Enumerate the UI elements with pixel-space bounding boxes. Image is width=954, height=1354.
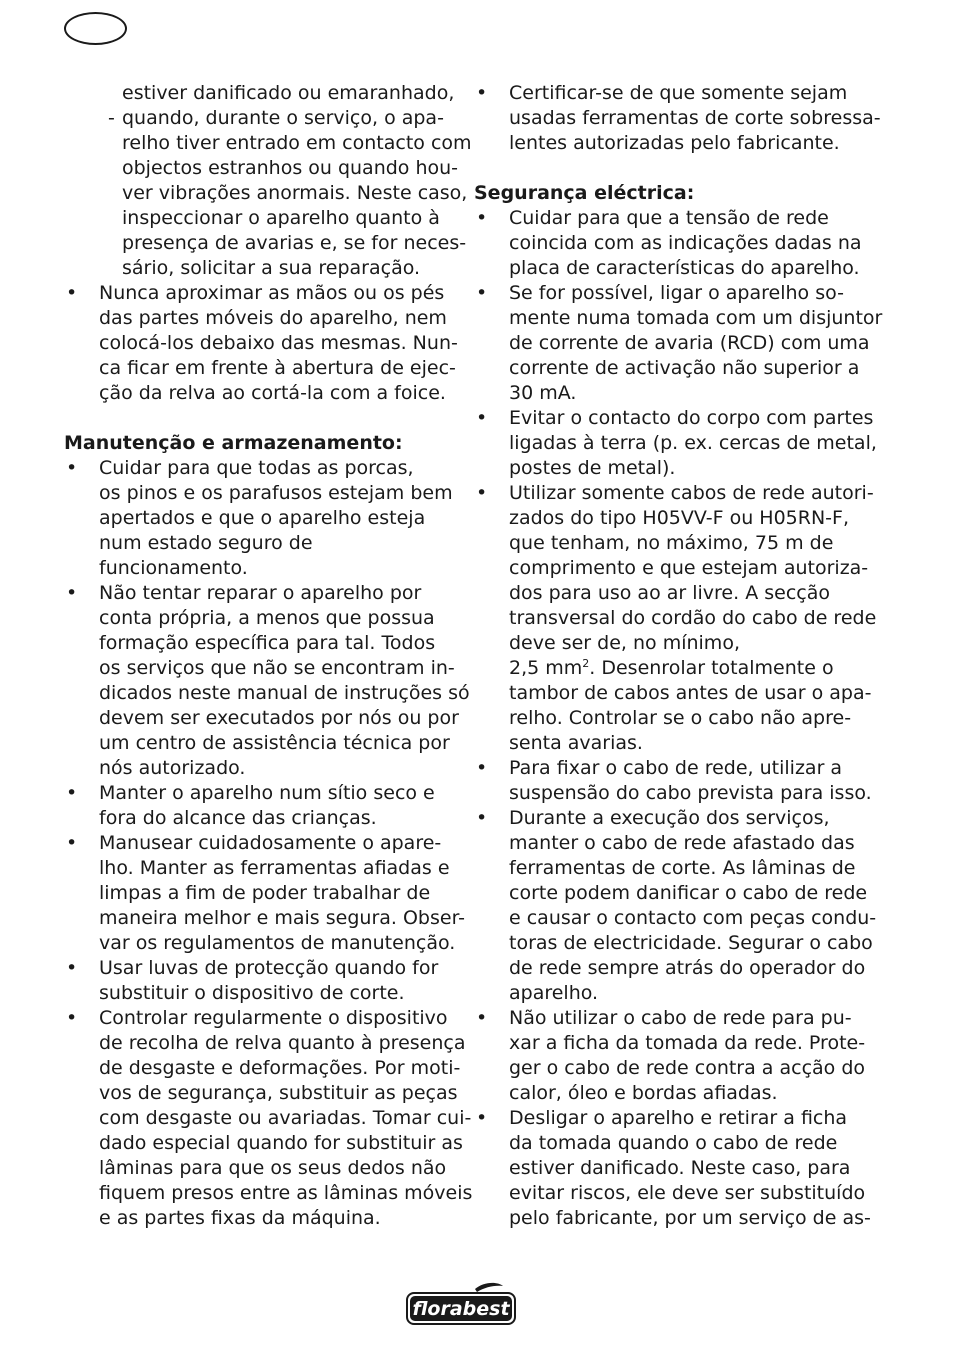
line-text: limpas a fim de poder trabalhar de: [99, 882, 431, 904]
left-column: [64, 81, 473, 1231]
line-text: Evitar o contacto do corpo com partes: [509, 407, 874, 429]
line-text: os pinos e os parafusos estejam bem: [99, 482, 453, 504]
line-text: um centro de assistência técnica por: [99, 732, 450, 754]
text-line: [474, 956, 866, 981]
text-line: [64, 856, 456, 881]
line-text: e as partes fixas da máquina.: [99, 1207, 381, 1229]
paragraph-gap: [64, 406, 456, 431]
line-text: usadas ferramentas de corte sobressa-: [509, 107, 881, 129]
line-text: Se for possível, ligar o aparelho so-: [509, 282, 844, 304]
text-line: [64, 1031, 466, 1056]
line-text: corte podem danificar o cabo de rede: [509, 882, 868, 904]
line-text: devem ser executados por nós ou por: [99, 707, 459, 729]
text-line: [474, 656, 866, 681]
line-text: que tenham, no máximo, 75 m de: [509, 532, 834, 554]
text-line: [474, 681, 872, 706]
line-text: fora do alcance das crianças.: [99, 807, 377, 829]
bullet-item-start: [474, 406, 874, 431]
bullet-item-start: [474, 756, 866, 781]
line-text: comprimento e que estejam autoriza-: [509, 557, 869, 579]
line-text: lâminas para que os seus dedos não: [99, 1157, 447, 1179]
bullet-item-start: [64, 831, 456, 856]
bullet-item-start: [64, 456, 456, 481]
line-text: de rede sempre atrás do operador do: [509, 957, 866, 979]
text-line: [64, 656, 456, 681]
text-line: [474, 331, 870, 356]
text-line: [474, 556, 869, 581]
line-text: xar a ficha da tomada da rede. Prote-: [509, 1032, 866, 1054]
line-text: dado especial quando for substituir as: [99, 1132, 463, 1154]
line-text-cont: . Desenrolar totalmente o: [589, 657, 834, 679]
line-text: suspensão do cabo prevista para isso.: [509, 782, 872, 804]
text-line: [64, 606, 456, 631]
text-line: [64, 881, 456, 906]
line-text: da tomada quando o cabo de rede: [509, 1132, 838, 1154]
line-text: tambor de cabos antes de usar o apa-: [509, 682, 872, 704]
text-line: [474, 1031, 866, 1056]
text-line: [474, 606, 877, 631]
line-text: sário, solicitar a sua reparação.: [122, 257, 421, 279]
line-text: de corrente de avaria (RCD) com uma: [509, 332, 870, 354]
text-line: [64, 981, 456, 1006]
text-line: [64, 631, 456, 656]
bullet-item-start: [64, 781, 456, 806]
line-text: das partes móveis do aparelho, nem: [99, 307, 447, 329]
text-line: [64, 1106, 472, 1131]
line-text: Cuidar para que a tensão de rede: [509, 207, 829, 229]
text-line: [64, 231, 467, 256]
line-text: manter o cabo de rede afastado das: [509, 832, 855, 854]
text-line: [64, 1131, 463, 1156]
text-line: [64, 506, 456, 531]
text-line: [474, 906, 877, 931]
line-text: Nunca aproximar as mãos ou os pés: [99, 282, 445, 304]
line-text: calor, óleo e bordas afiadas.: [509, 1082, 778, 1104]
line-text: relho tiver entrado em contacto com: [122, 132, 472, 154]
text-line: [474, 456, 866, 481]
text-line: [64, 681, 470, 706]
text-line: [474, 131, 866, 156]
line-text: Desligar o aparelho e retirar a ficha: [509, 1107, 848, 1129]
line-text: Utilizar somente cabos de rede autori-: [509, 482, 874, 504]
line-text: relho. Controlar se o cabo não apre-: [509, 707, 852, 729]
line-text: pelo fabricante, por um serviço de as-: [509, 1207, 871, 1229]
text-line: [64, 131, 472, 156]
bullet-item-start: [64, 956, 456, 981]
text-line: [474, 1081, 866, 1106]
bullet-item-start: [64, 581, 456, 606]
line-text: evitar riscos, ele deve ser substituído: [509, 1182, 866, 1204]
text-line: [64, 356, 456, 381]
line-text: corrente de activação não superior a: [509, 357, 860, 379]
line-text: fiquem presos entre as lâminas móveis: [99, 1182, 473, 1204]
text-line: [474, 1131, 866, 1156]
line-text: e causar o contacto com peças condu-: [509, 907, 877, 929]
line-text: zados do tipo H05VV-F ou H05RN-F,: [509, 507, 849, 529]
line-text: ligadas à terra (p. ex. cercas de metal,: [509, 432, 877, 454]
text-line: [474, 731, 866, 756]
text-line: [474, 231, 866, 256]
line-text: Usar luvas de protecção quando for: [99, 957, 439, 979]
text-line: [64, 381, 456, 406]
bullet-item-start: [474, 806, 866, 831]
text-line: [64, 181, 468, 206]
line-text: aparelho.: [509, 982, 599, 1004]
text-line: [474, 256, 866, 281]
line-text: com desgaste ou avariadas. Tomar cui-: [99, 1107, 472, 1129]
line-text: formação específica para tal. Todos: [99, 632, 436, 654]
text-line: [64, 156, 459, 181]
line-text: coincida com as indicações dadas na: [509, 232, 862, 254]
line-text: dicados neste manual de instruções só: [99, 682, 470, 704]
section-heading: [64, 431, 456, 456]
text-line: [474, 881, 866, 906]
line-text: de desgaste e deformações. Por moti-: [99, 1057, 461, 1079]
line-text: Durante a execução dos serviços,: [509, 807, 830, 829]
line-text: dos para uso ao ar livre. A secção: [509, 582, 830, 604]
text-line: [474, 506, 866, 531]
line-text: apertados e que o aparelho esteja: [99, 507, 426, 529]
text-line: [64, 556, 456, 581]
line-text: placa de características do aparelho.: [509, 257, 860, 279]
bullet-item-start: [474, 81, 866, 106]
line-text: lho. Manter as ferramentas afiadas e: [99, 857, 450, 879]
line-text: ferramentas de corte. As lâminas de: [509, 857, 856, 879]
line-text: ger o cabo de rede contra a acção do: [509, 1057, 866, 1079]
text-line: [474, 431, 877, 456]
line-text: estiver danificado ou emaranhado,: [122, 82, 455, 104]
logo-text: florabest: [412, 1298, 510, 1320]
text-line: [474, 1181, 866, 1206]
text-line: [64, 206, 456, 231]
bullet-item-start: [474, 1006, 866, 1031]
text-line: [64, 531, 456, 556]
language-badge: [64, 12, 127, 45]
line-text: objectos estranhos ou quando hou-: [122, 157, 459, 179]
text-line: [474, 356, 866, 381]
text-line: [64, 1206, 456, 1231]
line-text: Cuidar para que todas as porcas,: [99, 457, 414, 479]
line-text: var os regulamentos de manutenção.: [99, 932, 456, 954]
text-line: [474, 1156, 866, 1181]
paragraph-gap: [474, 156, 866, 181]
text-line: [474, 931, 873, 956]
text-line: [64, 931, 456, 956]
text-line: [64, 906, 466, 931]
line-text: inspeccionar o aparelho quanto à: [122, 207, 440, 229]
text-line: [64, 256, 456, 281]
line-text: os serviços que não se encontram in-: [99, 657, 455, 679]
text-line: [64, 706, 459, 731]
text-line: [474, 831, 866, 856]
right-column: [474, 81, 883, 1231]
line-text: 30 mA.: [509, 382, 577, 404]
text-line: [64, 331, 456, 356]
line-text: funcionamento.: [99, 557, 248, 579]
text-line: [474, 706, 866, 731]
text-line: [474, 1056, 866, 1081]
text-line: [474, 631, 866, 656]
line-text: Manter o aparelho num sítio seco e: [99, 782, 435, 804]
line-text: lentes autorizadas pelo fabricante.: [509, 132, 840, 154]
line-text: Manutenção e armazenamento:: [64, 432, 403, 454]
text-line: [474, 306, 883, 331]
text-line: [64, 1081, 456, 1106]
line-text: ca ficar em frente à abertura de ejec-: [99, 357, 456, 379]
line-text: maneira melhor e mais segura. Obser-: [99, 907, 466, 929]
line-text: colocá-los debaixo das mesmas. Nun-: [99, 332, 458, 354]
text-line: [474, 106, 881, 131]
text-line: [474, 781, 872, 806]
line-text: deve ser de, no mínimo,: [509, 632, 740, 654]
line-text: 2,5 mm: [509, 657, 583, 679]
florabest-logo: [405, 1282, 517, 1326]
line-text: mente numa tomada com um disjuntor: [509, 307, 883, 329]
bullet-item-start: [474, 206, 866, 231]
text-line: [64, 81, 456, 106]
bullet-item-start: [64, 281, 456, 306]
text-line: [64, 731, 456, 756]
line-text: Manusear cuidadosamente o apare-: [99, 832, 442, 854]
text-line: [474, 856, 866, 881]
line-text: Segurança eléctrica:: [474, 182, 695, 204]
line-text: Não tentar reparar o aparelho por: [99, 582, 422, 604]
text-line: [474, 581, 866, 606]
line-text: nós autorizado.: [99, 757, 246, 779]
text-line: [64, 756, 456, 781]
line-text: Certificar-se de que somente sejam: [509, 82, 848, 104]
line-text: presença de avarias e, se for neces-: [122, 232, 467, 254]
line-text: transversal do cordão do cabo de rede: [509, 607, 877, 629]
line-text: toras de electricidade. Segurar o cabo: [509, 932, 873, 954]
superscript: 2: [582, 657, 590, 670]
line-text: de recolha de relva quanto à presença: [99, 1032, 466, 1054]
line-text: Não utilizar o cabo de rede para pu-: [509, 1007, 852, 1029]
line-text: conta própria, a menos que possua: [99, 607, 435, 629]
text-line: [64, 806, 456, 831]
line-text: ção da relva ao cortá-la com a foice.: [99, 382, 446, 404]
line-text: substituir o dispositivo de corte.: [99, 982, 405, 1004]
line-text: Para fixar o cabo de rede, utilizar a: [509, 757, 843, 779]
line-text: ver vibrações anormais. Neste caso,: [122, 182, 468, 204]
text-line: [64, 1156, 456, 1181]
text-line: [474, 531, 866, 556]
bullet-item-start: [474, 1106, 866, 1131]
line-text: num estado seguro de: [99, 532, 313, 554]
section-heading: [474, 181, 866, 206]
line-text: estiver danificado. Neste caso, para: [509, 1157, 851, 1179]
text-line: [64, 481, 456, 506]
text-line: [474, 1206, 871, 1231]
line-text: vos de segurança, substituir as peças: [99, 1082, 458, 1104]
bullet-item-start: [474, 281, 866, 306]
text-line: [474, 381, 866, 406]
line-text: Controlar regularmente o dispositivo: [99, 1007, 448, 1029]
text-line: [64, 1056, 461, 1081]
text-line: [64, 306, 456, 331]
bullet-item-start: [474, 481, 874, 506]
line-text: postes de metal).: [509, 457, 676, 479]
text-line: [474, 981, 866, 1006]
sub-item-start: [64, 106, 456, 131]
text-line: [64, 1181, 473, 1206]
line-text: quando, durante o serviço, o apa-: [122, 107, 444, 129]
bullet-item-start: [64, 1006, 456, 1031]
line-text: senta avarias.: [509, 732, 643, 754]
